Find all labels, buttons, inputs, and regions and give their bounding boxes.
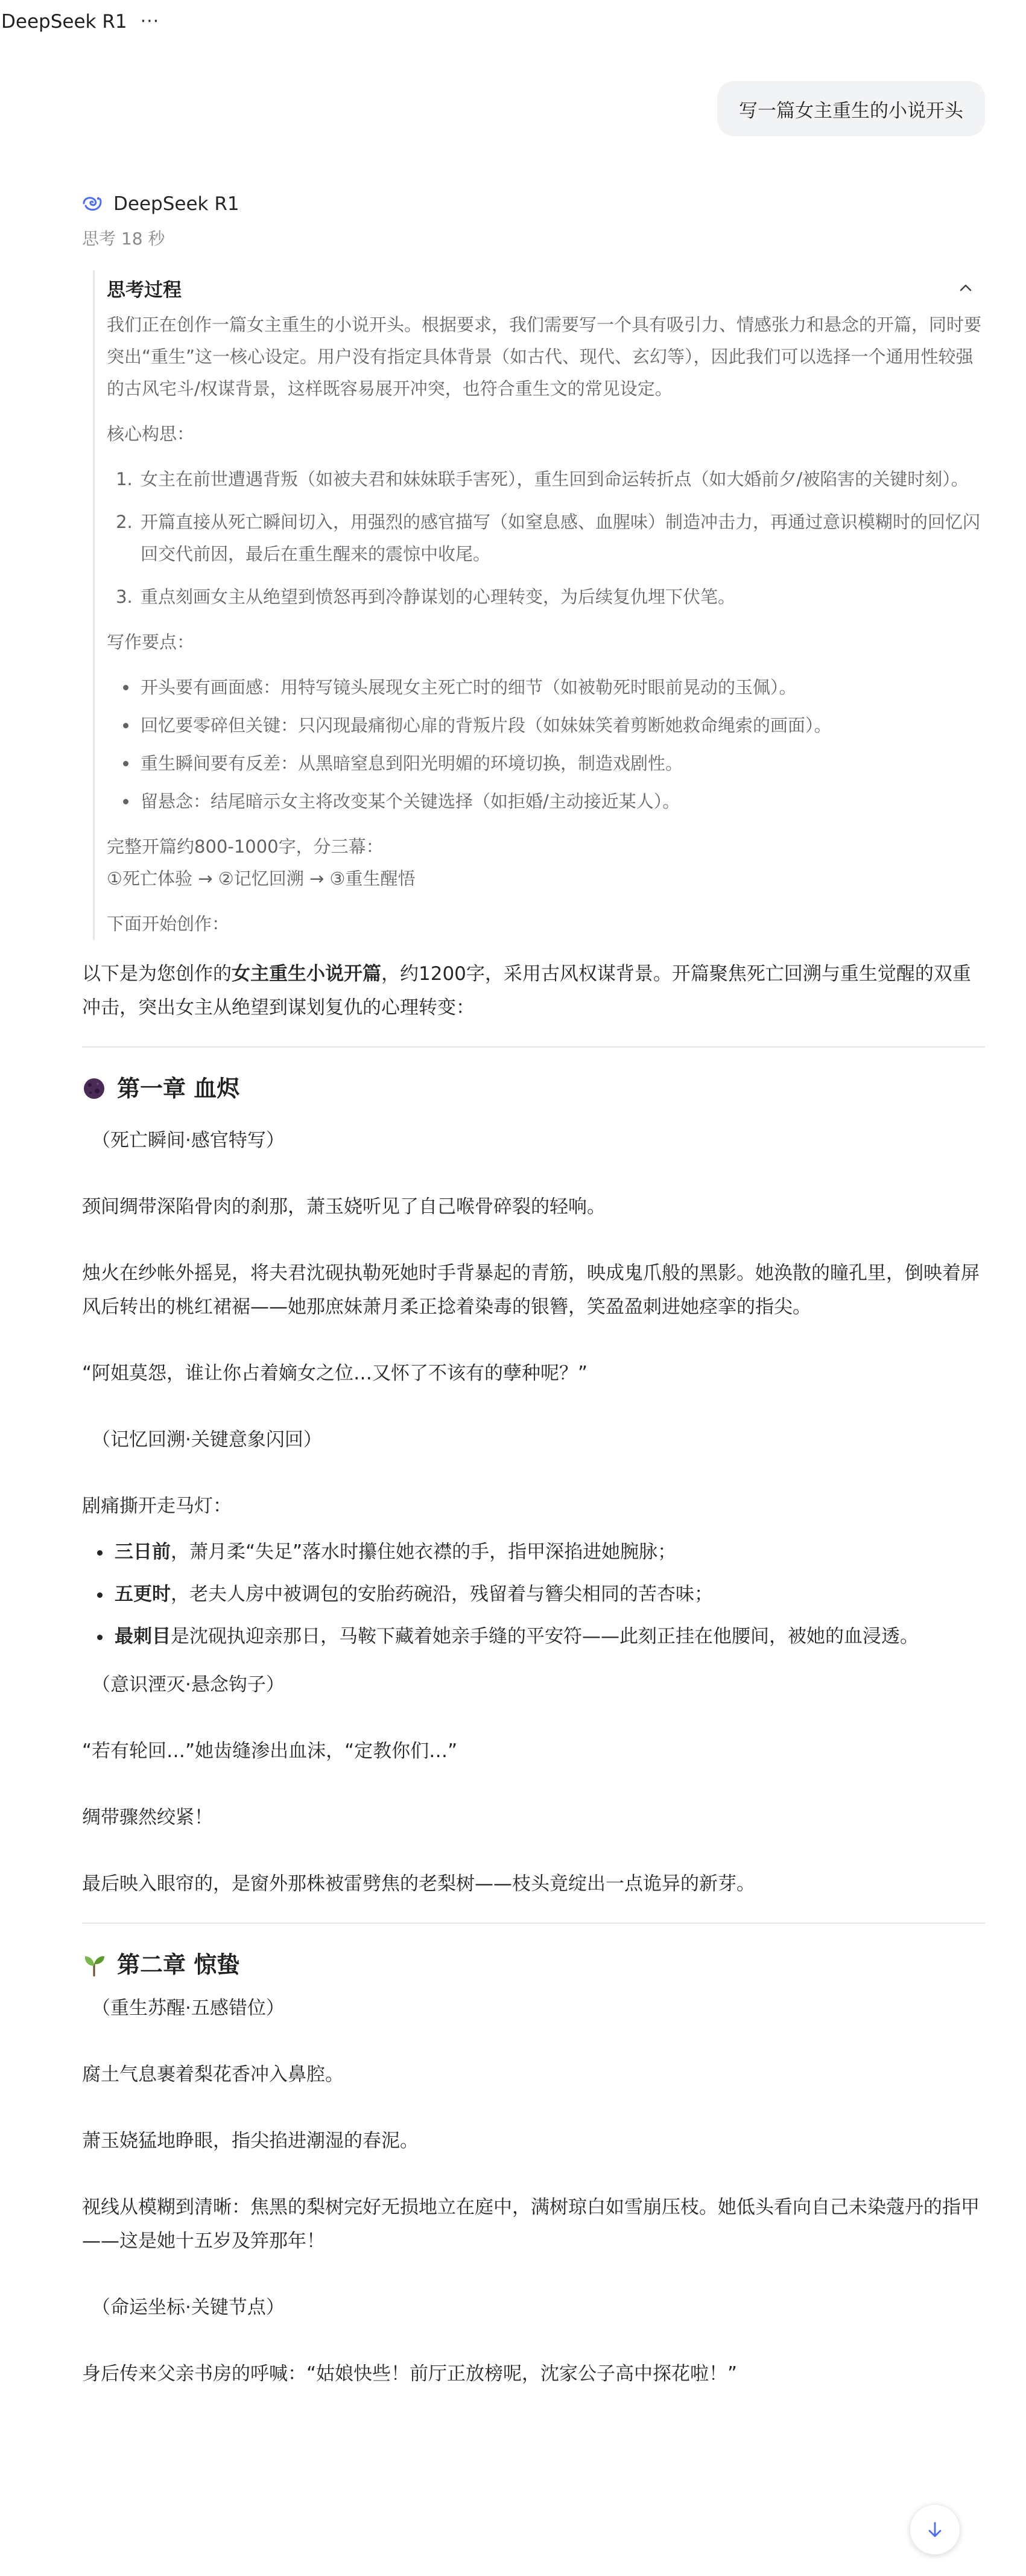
chapter-heading (82, 1070, 985, 1107)
intro-text: 以下是为您创作的 (82, 963, 232, 985)
list-item (112, 1535, 985, 1569)
seedling-icon (82, 1953, 106, 1977)
list-item: • 重生瞬间要有反差：从黑暗窒息到阳光明媚的环境切换，制造戏剧性。 (138, 748, 985, 780)
paragraph: “若有轮回…”她齿缝渗出血沫，“定教你们…” (82, 1740, 458, 1762)
list-item-bold: 五更时 (115, 1583, 171, 1605)
thinking-title: 思考过程 (107, 279, 182, 301)
list-item-text: 是沈砚执迎亲那日，马鞍下藏着她亲手缝的平安符——此刻正挂在他腰间，被她的血浸透。 (171, 1626, 919, 1647)
list-item: • 留悬念：结尾暗示女主将改变某个关键选择（如拒婚/主动接近某人）。 (138, 786, 985, 818)
scene-note: （记忆回溯·关键意象闪回） (92, 1429, 322, 1451)
arrow-down-icon (924, 2519, 946, 2540)
list-item: 1. 女主在前世遭遇背叛（如被夫君和妹妹联手害死），重生回到命运转折点（如大婚前夕/被陷害的关键时刻）。 (138, 463, 985, 495)
answer-intro (82, 957, 985, 1025)
scene-note: （意识湮灭·悬念钩子） (92, 1674, 285, 1696)
paragraph: 视线从模糊到清晰：焦黑的梨树完好无损地立在庭中，满树琼白如雪崩压枝。她低头看向自己未染蔻丹的指甲——这是她十五岁及笄那年！ (82, 2196, 980, 2252)
list-item-text: ，老夫人房中被调包的安胎药碗沿，残留着与簪尖相同的苦杏味； (171, 1583, 713, 1605)
list-item-bold: 三日前 (115, 1541, 171, 1563)
model-header (82, 188, 985, 220)
list-item: • 回忆要零碎但关键：只闪现最痛彻心扉的背叛片段（如妹妹笑着剪断她救命绳索的画面）。 (138, 710, 985, 742)
thinking-paragraph: 写作要点： (107, 632, 195, 652)
app-title: DeepSeek R1 (1, 11, 127, 33)
intro-text: ，约1200字，采用古风权谋背景。开篇聚焦死亡回溯与重生觉醒的双重冲击，突出女主从绝望到谋划复仇的心理转变： (82, 963, 971, 1019)
thinking-line: 完整开篇约800-1000字，分三幕： (107, 836, 384, 857)
list-item: • 开头要有画面感：用特写镜头展现女主死亡时的细节（如被勒死时眼前晃动的玉佩）。 (138, 672, 985, 704)
divider (82, 1046, 985, 1048)
list-item (112, 1620, 985, 1653)
paragraph: “阿姐莫怨，谁让你占着嫡女之位…又怀了不该有的孽种呢？” (82, 1363, 588, 1384)
list-item-text: ，萧月柔“失足”落水时攥住她衣襟的手，指甲深掐进她腕脉； (171, 1541, 677, 1563)
chapter-title: 第一章 血烬 (117, 1075, 240, 1102)
user-message-text: 写一篇女主重生的小说开头 (739, 100, 963, 122)
paragraph: 烛火在纱帐外摇晃，将夫君沈砚执勒死她时手背暴起的青筋，映成鬼爪般的黑影。她涣散的瞳孔里，倒映着屏风后转出的桃红裙裾——她那庶妹萧月柔正捻着染毒的银簪，笑盈盈刺进她痉挛的指尖。 (82, 1262, 980, 1318)
paragraph: 腐土气息裹着梨花香冲入鼻腔。 (82, 2064, 344, 2085)
thinking-paragraph: 我们正在创作一篇女主重生的小说开头。根据要求，我们需要写一个具有吸引力、情感张力和悬念的开篇，同时要突出“重生”这一核心设定。用户没有指定具体背景（如古代、现代、玄幻等），因此我们可以选择一个通用性较强的古风宅斗/权谋背景，这样既容易展开冲突，也符合重生文的常见设定。 (107, 314, 982, 399)
chevron-up-icon[interactable] (955, 277, 977, 299)
thinking-panel (93, 270, 985, 940)
list-item: 3. 重点刻画女主从绝望到愤怒再到冷静谋划的心理转变，为后续复仇埋下伏笔。 (138, 581, 985, 613)
paragraph: 颈间绸带深陷骨肉的刹那，萧玉娆听见了自己喉骨碎裂的轻响。 (82, 1196, 606, 1218)
scene-note: （死亡瞬间·感官特写） (92, 1130, 285, 1151)
divider (82, 1922, 985, 1924)
scroll-to-bottom-button[interactable] (910, 2504, 960, 2555)
chapter-title: 第二章 惊蛰 (117, 1951, 240, 1978)
user-message-bubble (717, 81, 985, 136)
scene-note: （命运坐标·关键节点） (92, 2297, 285, 2318)
scene-note: （重生苏醒·五感错位） (92, 1997, 285, 2019)
thinking-header[interactable] (107, 270, 985, 305)
thinking-content (107, 309, 985, 940)
more-icon[interactable]: ··· (140, 11, 160, 32)
think-time: 思考 18 秒 (82, 229, 165, 249)
deepseek-logo-icon (82, 195, 103, 213)
thinking-paragraph (107, 831, 985, 895)
list-item (112, 1577, 985, 1611)
paragraph: 身后传来父亲书房的呼喊：“姑娘快些！前厅正放榜呢，沈家公子高中探花啦！” (82, 2363, 738, 2385)
list-item-bold: 最刺目 (115, 1626, 171, 1647)
thinking-line: ①死亡体验 → ②记忆回溯 → ③重生醒悟 (107, 868, 416, 889)
top-bar (0, 0, 1026, 43)
paragraph: 剧痛撕开走马灯： (82, 1495, 232, 1517)
dark-moon-icon (82, 1077, 106, 1101)
assistant-message (82, 188, 985, 2391)
paragraph: 绸带骤然绞紧！ (82, 1807, 213, 1828)
thinking-bullet-list (107, 672, 985, 818)
intro-bold: 女主重生小说开篇 (232, 963, 381, 985)
answer-content (82, 957, 985, 2391)
list-item: 2. 开篇直接从死亡瞬间切入，用强烈的感官描写（如窒息感、血腥味）制造冲击力，再通过意识模糊时的回忆闪回交代前因，最后在重生醒来的震惊中收尾。 (138, 506, 985, 570)
thinking-paragraph: 核心构思： (107, 424, 195, 444)
thinking-paragraph: 下面开始创作： (107, 914, 230, 934)
paragraph: 最后映入眼帘的，是窗外那株被雷劈焦的老梨树——枝头竟绽出一点诡异的新芽。 (82, 1873, 755, 1895)
thinking-ordered-list (107, 463, 985, 613)
flashback-list (82, 1535, 985, 1653)
paragraph: 萧玉娆猛地睁眼，指尖掐进潮湿的春泥。 (82, 2130, 419, 2152)
model-name: DeepSeek R1 (113, 193, 239, 215)
chapter-heading (82, 1947, 985, 1983)
